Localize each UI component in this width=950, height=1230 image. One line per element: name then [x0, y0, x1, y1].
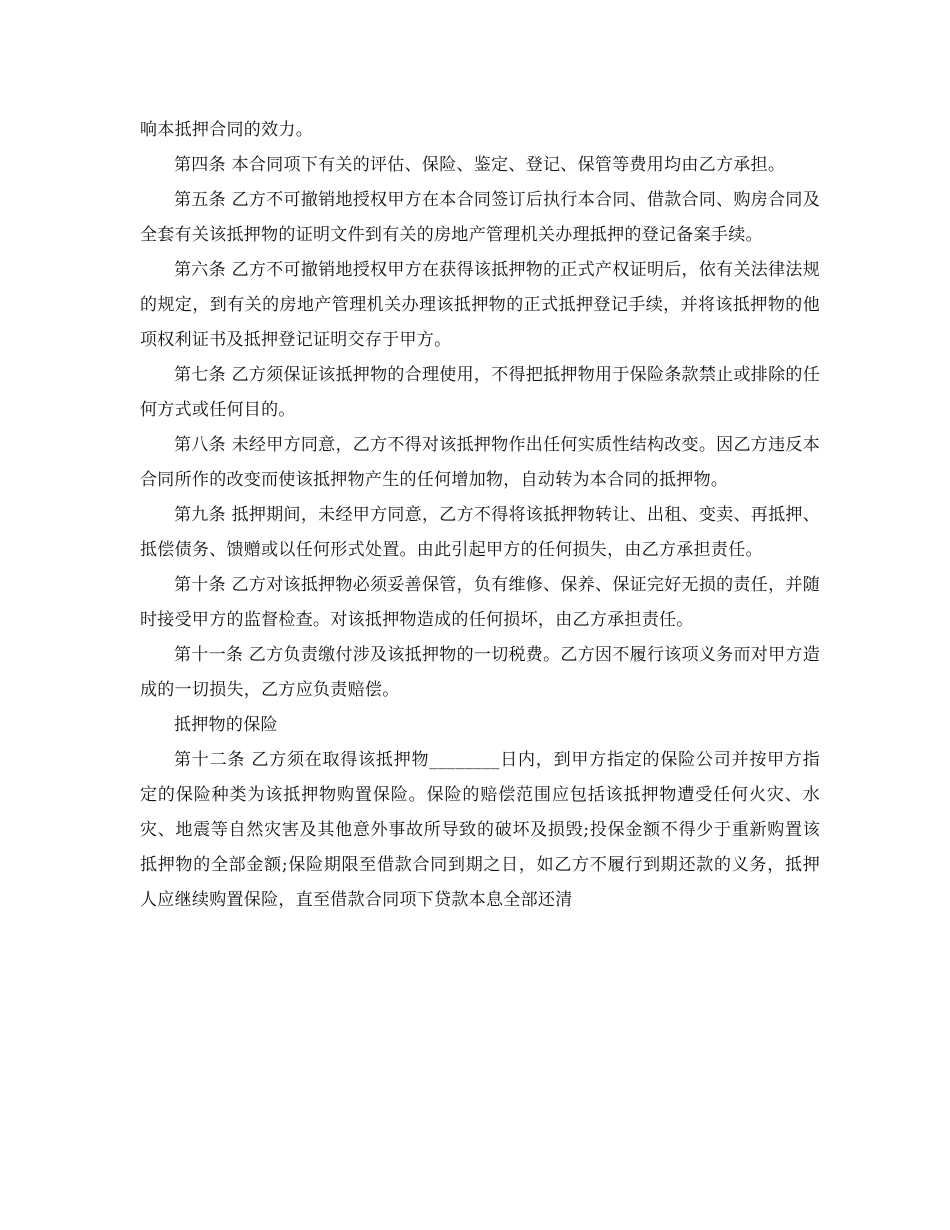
document-body — [140, 113, 820, 918]
paragraph-article-8: 第八条 未经甲方同意，乙方不得对该抵押物作出任何实质性结构改变。因乙方违反本合同所作的改变而使该抵押物产生的任何增加物，自动转为本合同的抵押物。 — [140, 435, 820, 490]
paragraph-article-6: 第六条 乙方不可撤销地授权甲方在获得该抵押物的正式产权证明后，依有关法律法规的规定，到有关的房地产管理机关办理该抵押物的正式抵押登记手续，并将该抵押物的他项权利证书及抵押登记证明交存于甲方。 — [140, 260, 820, 350]
paragraph-article-4: 第四条 本合同项下有关的评估、保险、鉴定、登记、保管等费用均由乙方承担。 — [174, 155, 786, 175]
paragraph-article-10: 第十条 乙方对该抵押物必须妥善保管，负有维修、保养、保证完好无损的责任，并随时接受甲方的监督检查。对该抵押物造成的任何损坏，由乙方承担责任。 — [140, 575, 820, 630]
section-heading-insurance: 抵押物的保险 — [174, 715, 278, 735]
paragraph-article-12: 第十二条 乙方须在取得该抵押物________日内，到甲方指定的保险公司并按甲方指定的保险种类为该抵押物购置保险。保险的赔偿范围应包括该抵押物遭受任何火灾、水灾、地震等自然灾害及其他意外事故所导致的破坏及损毁;投保金额不得少于重新购置该抵押物的全部金额;保险期限至借款合同到期之日，如乙方不履行到期还款的义务，抵押人应继续购置保险，直至借款合同项下贷款本息全部还清 — [140, 750, 820, 910]
paragraph-article-9: 第九条 抵押期间，未经甲方同意，乙方不得将该抵押物转让、出租、变卖、再抵押、抵偿债务、馈赠或以任何形式处置。由此引起甲方的任何损失，由乙方承担责任。 — [140, 505, 820, 560]
paragraph-article-11: 第十一条 乙方负责缴付涉及该抵押物的一切税费。乙方因不履行该项义务而对甲方造成的一切损失，乙方应负责赔偿。 — [140, 645, 820, 700]
paragraph-article-5: 第五条 乙方不可撤销地授权甲方在本合同签订后执行本合同、借款合同、购房合同及全套有关该抵押物的证明文件到有关的房地产管理机关办理抵押的登记备案手续。 — [140, 190, 820, 245]
paragraph-article-7: 第七条 乙方须保证该抵押物的合理使用，不得把抵押物用于保险条款禁止或排除的任何方式或任何目的。 — [140, 365, 820, 420]
paragraph-continuation: 响本抵押合同的效力。 — [140, 120, 313, 140]
